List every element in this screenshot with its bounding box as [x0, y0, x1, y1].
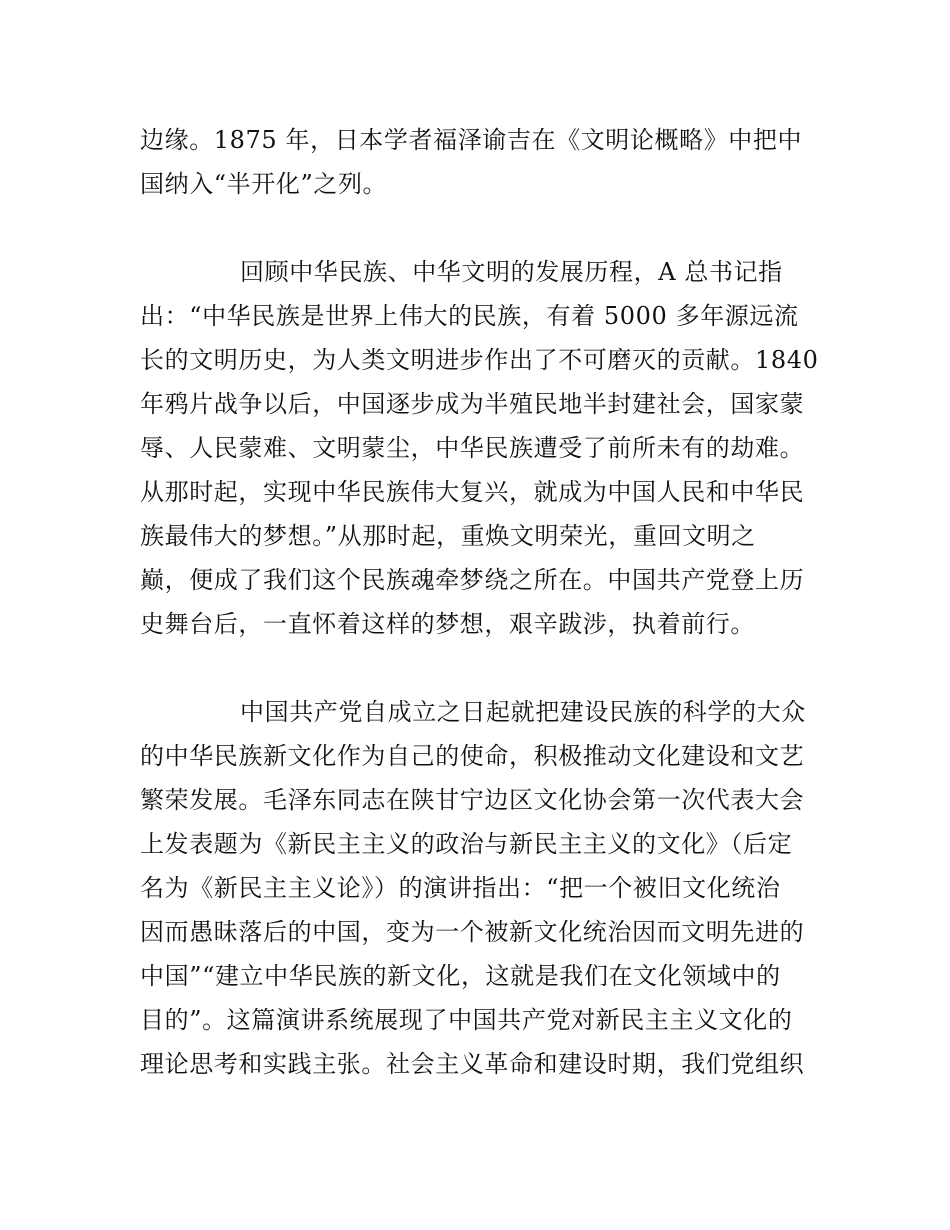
paragraph [140, 690, 820, 1086]
text-line: 目的”。这篇演讲系统展现了中国共产党对新民主主义文化的 [140, 1006, 793, 1034]
text-line: 理论思考和实践主张。社会主义革命和建设时期，我们党组织 [140, 1050, 805, 1078]
text-line: 巅，便成了我们这个民族魂牵梦绕之所在。中国共产党登上历 [140, 566, 805, 594]
text-line: 族最伟大的梦想。”从那时起，重焕文明荣光，重回文明之 [140, 522, 756, 550]
text-line: 出：“中华民族是世界上伟大的民族，有着 5000 多年源远流 [140, 302, 799, 330]
paragraph-gap [140, 206, 820, 250]
text-line: 年鸦片战争以后，中国逐步成为半殖民地半封建社会，国家蒙 [140, 390, 805, 418]
text-line: 从那时起，实现中华民族伟大复兴，就成为中国人民和中华民 [140, 478, 805, 506]
document-body [140, 118, 820, 1086]
paragraph [140, 118, 820, 206]
text-line: 国纳入“半开化”之列。 [140, 170, 388, 198]
text-line: 回顾中华民族、中华文明的发展历程，A 总书记指 [240, 258, 783, 286]
text-line: 的中华民族新文化作为自己的使命，积极推动文化建设和文艺 [140, 742, 805, 770]
text-line: 史舞台后，一直怀着这样的梦想，艰辛跋涉，执着前行。 [140, 610, 755, 638]
text-line: 中国共产党自成立之日起就把建设民族的科学的大众 [240, 698, 806, 726]
paragraph [140, 250, 820, 646]
text-line: 繁荣发展。毛泽东同志在陕甘宁边区文化协会第一次代表大会 [140, 786, 805, 814]
text-line: 中国”“建立中华民族的新文化，这就是我们在文化领域中的 [140, 962, 781, 990]
text-line: 上发表题为《新民主主义的政治与新民主主义的文化》（后定 [140, 830, 793, 858]
text-line: 名为《新民主主义论》）的演讲指出：“把一个被旧文化统治 [140, 874, 781, 902]
paragraph-gap [140, 646, 820, 690]
text-line: 辱、人民蒙难、文明蒙尘，中华民族遭受了前所未有的劫难。 [140, 434, 805, 462]
text-line: 长的文明历史，为人类文明进步作出了不可磨灭的贡献。1840 [140, 346, 819, 374]
text-line: 边缘。1875 年，日本学者福泽谕吉在《文明论概略》中把中 [140, 126, 803, 154]
text-line: 因而愚昧落后的中国，变为一个被新文化统治因而文明先进的 [140, 918, 805, 946]
